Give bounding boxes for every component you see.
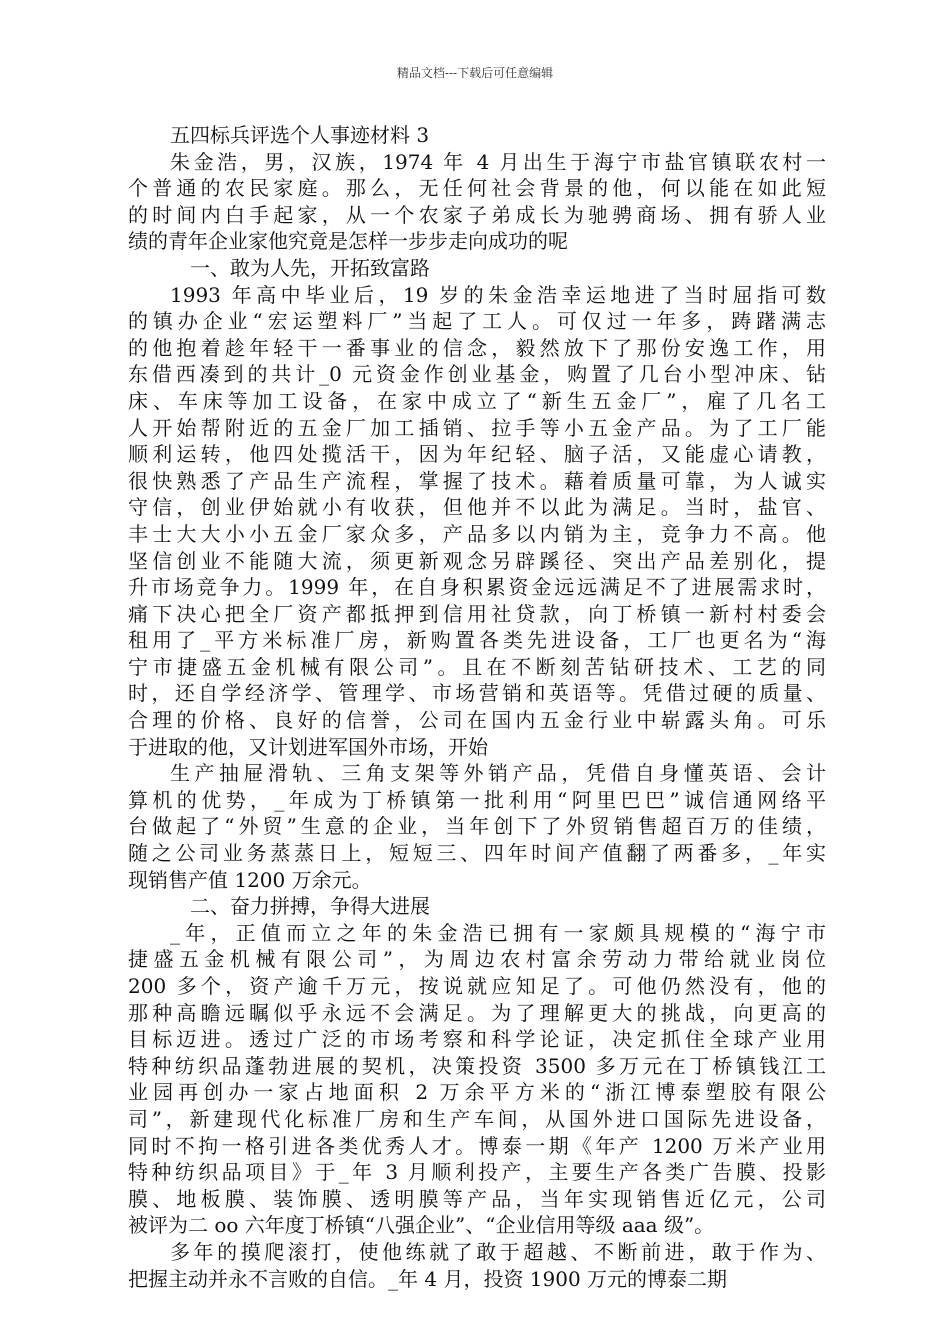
paragraph-line: 特种纺织品项目》于_年 3 月顺利投产，主要生产各类广告膜、投影 bbox=[128, 1160, 826, 1185]
paragraph-line: 于进取的他，又计划进军国外市场，开始 bbox=[128, 734, 488, 759]
heading-text: 二、奋力拼搏，争得大进展 bbox=[190, 894, 430, 919]
paragraph-line: _年，正值而立之年的朱金浩已拥有一家颇具规模的“海宁市 bbox=[170, 920, 826, 945]
paragraph-line: 那种高瞻远瞩似乎永远不会满足。为了理解更大的挑战，向更高的 bbox=[128, 1000, 826, 1025]
paragraph-line: 时，还自学经济学、管理学、市场营销和英语等。凭借过硬的质量、 bbox=[128, 681, 826, 706]
paragraph-line: 捷盛五金机械有限公司”，为周边农村富余劳动力带给就业岗位 bbox=[128, 947, 826, 972]
paragraph-line: 很快熟悉了产品生产流程，掌握了技术。藉着质量可靠，为人诚实 bbox=[128, 468, 826, 493]
document-body bbox=[128, 122, 826, 1292]
paragraph-line: 的他抱着趁年轻干一番事业的信念，毅然放下了那份安逸工作，用 bbox=[128, 335, 826, 360]
section-heading bbox=[128, 255, 826, 282]
paragraph bbox=[128, 149, 826, 255]
paragraph-line: 200 多个，资产逾千万元，按说就应知足了。可他仍然没有，他的 bbox=[128, 974, 826, 998]
section-heading bbox=[128, 893, 826, 920]
paragraph-line: 的镇办企业“宏运塑料厂”当起了工人。可仅过一年多，踌躇满志 bbox=[128, 309, 826, 334]
heading-text: 一、敢为人先，开拓致富路 bbox=[190, 255, 430, 280]
paragraph bbox=[128, 920, 826, 1239]
paragraph-line: 痛下决心把全厂资产都抵押到信用社贷款，向丁桥镇一新村村委会 bbox=[128, 601, 826, 626]
paragraph-line: 个普通的农民家庭。那么，无任何社会背景的他，何以能在如此短 bbox=[128, 176, 826, 201]
paragraph-line: 目标迈进。透过广泛的市场考察和科学论证，决定抓住全球产业用 bbox=[128, 1027, 826, 1052]
paragraph-line: 台做起了“外贸”生意的企业，当年创下了外贸销售超百万的佳绩， bbox=[128, 814, 826, 839]
paragraph-line: 租用了_平方米标准厂房，新购置各类先进设备，工厂也更名为“海 bbox=[128, 628, 826, 653]
paragraph-line: 司”，新建现代化标准厂房和生产车间，从国外进口国际先进设备， bbox=[128, 1106, 826, 1131]
paragraph bbox=[128, 282, 826, 761]
paragraph-line: 朱金浩，男，汉族，1974 年 4 月出生于海宁市盐官镇联农村一 bbox=[170, 149, 826, 174]
paragraph-line: 的时间内白手起家，从一个农家子弟成长为驰骋商场、拥有骄人业 bbox=[128, 202, 826, 227]
paragraph-line: 床、车床等加工设备，在家中成立了“新生五金厂”，雇了几名工 bbox=[128, 388, 826, 413]
paragraph-line: 东借西凑到的共计_0 元资金作创业基金，购置了几台小型冲床、钻 bbox=[128, 362, 826, 387]
paragraph-line: 升市场竞争力。1999 年，在自身积累资金远远满足不了进展需求时， bbox=[128, 575, 826, 600]
paragraph-line: 顺利运转，他四处揽活干，因为年纪轻、脑子活，又能虚心请教， bbox=[128, 442, 826, 467]
paragraph-line: 随之公司业务蒸蒸日上，短短三、四年时间产值翻了两番多，_年实 bbox=[128, 841, 826, 866]
paragraph-line: 膜、地板膜、装饰膜、透明膜等产品，当年实现销售近亿元，公司 bbox=[128, 1186, 826, 1211]
paragraph-line: 生产抽屉滑轨、三角支架等外销产品，凭借自身懂英语、会计 bbox=[170, 761, 826, 786]
page-header: 精品文档---下载后可任意编辑 bbox=[396, 66, 554, 80]
paragraph-line: 宁市捷盛五金机械有限公司”。且在不断刻苦钻研技术、工艺的同 bbox=[128, 654, 826, 679]
paragraph-line: 坚信创业不能随大流，须更新观念另辟蹊径、突出产品差别化，提 bbox=[128, 548, 826, 573]
paragraph-line: 守信，创业伊始就小有收获，但他并不以此为满足。当时，盐官、 bbox=[128, 495, 826, 520]
paragraph bbox=[128, 1239, 826, 1292]
paragraph-line: 特种纺织品蓬勃进展的契机，决策投资 3500 多万元在丁桥镇钱江工 bbox=[128, 1053, 826, 1078]
paragraph-line: 业园再创办一家占地面积 2 万余平方米的“浙江博泰塑胶有限公 bbox=[128, 1080, 826, 1105]
paragraph-line: 1993 年高中毕业后，19 岁的朱金浩幸运地进了当时屈指可数 bbox=[170, 282, 826, 307]
paragraph-line: 现销售产值 1200 万余元。 bbox=[128, 867, 372, 892]
paragraph bbox=[128, 760, 826, 893]
paragraph-line: 合理的价格、良好的信誉，公司在国内五金行业中崭露头角。可乐 bbox=[128, 708, 826, 733]
paragraph-line: 算机的优势，_年成为丁桥镇第一批利用“阿里巴巴”诚信通网络平 bbox=[128, 787, 826, 812]
document-title: 五四标兵评选个人事迹材料 3 bbox=[170, 123, 430, 147]
paragraph-line: 丰士大大小小五金厂家众多，产品多以内销为主，竞争力不高。他 bbox=[128, 521, 826, 546]
paragraph-list bbox=[128, 149, 826, 1293]
paragraph-line: 被评为二 oo 六年度丁桥镇“八强企业”、“企业信用等级 aaa 级”。 bbox=[128, 1213, 715, 1238]
paragraph-line: 人开始帮附近的五金厂加工插销、拉手等小五金产品。为了工厂能 bbox=[128, 415, 826, 440]
paragraph-line: 多年的摸爬滚打，使他练就了敢于超越、不断前进，敢于作为、 bbox=[170, 1239, 826, 1264]
paragraph-line: 把握主动并永不言败的自信。_年 4 月，投资 1900 万元的博泰二期 bbox=[128, 1266, 728, 1291]
paragraph-line: 绩的青年企业家他究竟是怎样一步步走向成功的呢 bbox=[128, 229, 568, 254]
paragraph-line: 同时不拘一格引进各类优秀人才。博泰一期《年产 1200 万米产业用 bbox=[128, 1133, 826, 1158]
